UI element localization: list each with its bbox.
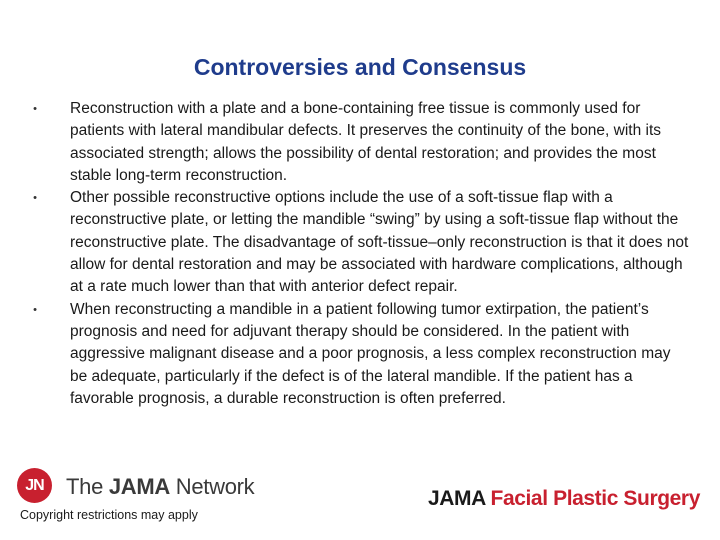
bullet-text: Other possible reconstructive options include the use of a soft-tissue flap with a reconstructive plate, or letting the mandible “swing” by using a soft-tissue flap without the reconstructive plate. The disadvantage of soft-tissue–only reconstruction is that it does not allow for dental restoration and may be associated with hardware complications, although at a rate much lower than that with anterior defect repair. [70, 189, 689, 296]
bullet-item [30, 299, 690, 410]
bullet-marker: • [33, 192, 37, 205]
slide-title: Controversies and Consensus [193, 54, 527, 80]
bullet-marker: • [33, 103, 37, 115]
network-suffix: Network [169, 474, 255, 499]
jama-network-wordmark [66, 474, 254, 500]
jama-network-logo-icon: JN [17, 468, 52, 503]
bullet-text: Reconstruction with a plate and a bone-containing free tissue is commonly used for patients with lateral mandibular defects. It preserves the continuity of the bone, with its associated strength; allows the possibility of dental restoration; and provides the most stable long-term reconstruction. [70, 100, 662, 184]
network-brand: JAMA [108, 474, 170, 499]
bullet-marker: • [33, 303, 37, 316]
bullet-item [30, 187, 690, 298]
bullet-list [30, 98, 690, 410]
copyright-notice: Copyright restrictions may apply [20, 508, 198, 522]
journal-logo [428, 487, 700, 511]
journal-name: Facial Plastic Surgery [485, 487, 700, 510]
journal-prefix: JAMA [427, 487, 486, 510]
bullet-item [30, 98, 690, 187]
bullet-text: When reconstructing a mandible in a patient following tumor extirpation, the patient’s prognosis and need for adjuvant therapy should be considered. In the patient with aggressive malignant disease and a poor prognosis, a less complex reconstruction may be adequate, particularly if the defect is of the lateral mandible. If the patient has a favorable prognosis, a durable reconstruction is often preferred. [70, 300, 671, 407]
network-prefix: The [66, 474, 109, 499]
